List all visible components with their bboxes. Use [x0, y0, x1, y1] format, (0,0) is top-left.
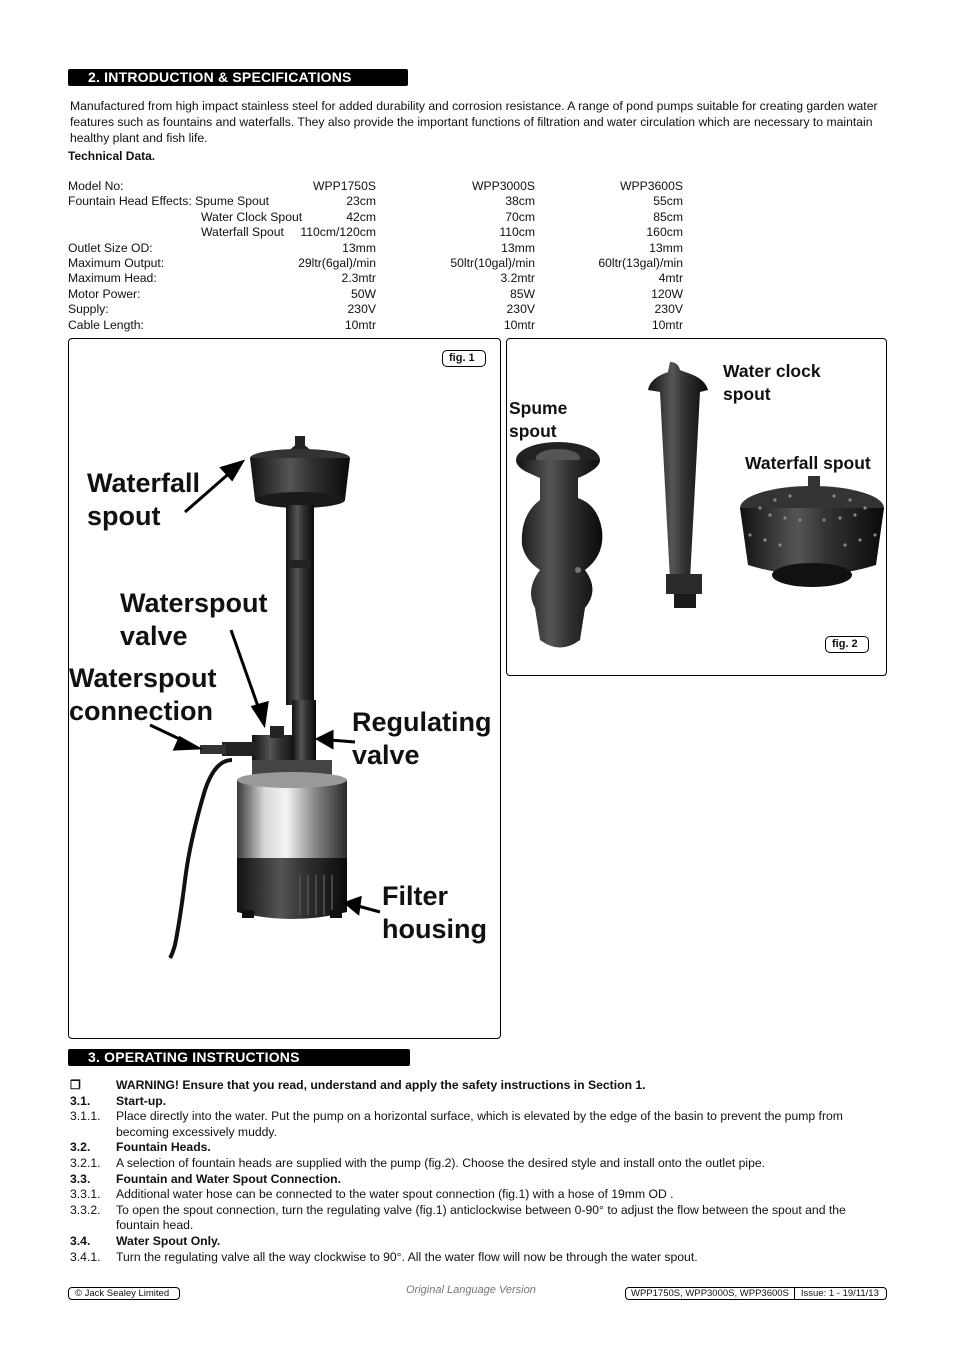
spec-value-row: 110cm — [499, 225, 535, 240]
section-2-header: 2. INTRODUCTION & SPECIFICATIONS — [68, 69, 408, 86]
spec-value-row: 10mtr — [503, 317, 535, 332]
callout-water-clock-spout: Water clock spout — [723, 361, 821, 404]
spec-label-row: Model No: — [68, 179, 124, 193]
instruction-item — [70, 1156, 890, 1172]
spec-label-row: Cable Length: — [68, 317, 144, 332]
instruction-text: Additional water hose can be connected to the water spout connection (fig.1) with a hose of 19mm OD . — [116, 1187, 674, 1202]
instruction-item — [70, 1078, 890, 1094]
section-3-header: 3. OPERATING INSTRUCTIONS — [68, 1049, 410, 1066]
instruction-number: 3.1. — [70, 1093, 91, 1108]
spec-value-row: 230V — [654, 302, 683, 317]
instruction-text: Start-up. — [116, 1093, 167, 1108]
callout-regulating-valve: Regulating valve — [352, 707, 492, 770]
spec-label-row: Supply: — [68, 302, 109, 317]
spec-value-row: 55cm — [653, 194, 683, 209]
spec-value-row: 2.3mtr — [341, 271, 376, 286]
spec-value-row: 13mm — [649, 240, 683, 255]
instruction-text: Water Spout Only. — [116, 1233, 221, 1248]
spec-value-row: 230V — [347, 302, 376, 317]
spec-value-row: 85W — [509, 286, 535, 301]
footer-copyright: © Jack Sealey Limited — [68, 1287, 180, 1300]
callout-spume-spout: Spume spout — [509, 398, 568, 441]
instruction-item — [70, 1187, 890, 1203]
instruction-text: To open the spout connection, turn the regulating valve (fig.1) anticlockwise between 0-90° to adjust the flow between the spout and the fountain head. — [116, 1202, 846, 1233]
water-clock-spout-drawing — [648, 362, 708, 608]
spec-value-row: 13mm — [342, 240, 376, 255]
footer-model-issue — [625, 1287, 887, 1300]
instruction-text: A selection of fountain heads are supplied with the pump (fig.2). Choose the desired style and install onto the outlet pipe. — [116, 1155, 766, 1170]
spec-value-row: WPP1750S — [312, 179, 376, 193]
instruction-number: 3.3. — [70, 1171, 91, 1186]
instruction-item — [70, 1140, 890, 1156]
instruction-item — [70, 1234, 890, 1250]
spec-label-row: Outlet Size OD: — [68, 240, 153, 255]
spec-label-row: Fountain Head Effects: Spume Spout — [68, 194, 269, 209]
intro-paragraph: Manufactured from high impact stainless steel for added durability and corrosion resistance. A range of pond pumps suitable for creating garden water features such as fountains and waterfalls. They also provide the important functions of filtration and water circulation which are necessary to maintain healthy plant and fish life. — [70, 99, 878, 145]
spec-value-row: 70cm — [505, 209, 535, 224]
instruction-number: 3.3.1. — [70, 1187, 101, 1202]
instruction-number: 3.3.2. — [70, 1202, 101, 1217]
spec-value-row: 10mtr — [344, 317, 376, 332]
callout-waterspout-valve: Waterspout valve — [120, 588, 268, 651]
spec-value-row: 110cm/120cm — [300, 225, 376, 240]
instruction-item — [70, 1203, 890, 1234]
instruction-text: Turn the regulating valve all the way clockwise to 90°. All the water flow will now be through the water spout. — [116, 1249, 698, 1264]
callout-waterfall-spout: Waterfall spout — [87, 468, 201, 531]
spec-value-row: 60ltr(13gal)/min — [598, 255, 683, 270]
spec-value-row: 50ltr(10gal)/min — [450, 255, 535, 270]
spec-label-row: Motor Power: — [68, 286, 141, 301]
footer-models: WPP1750S, WPP3000S, WPP3600S — [626, 1288, 795, 1300]
instruction-item — [70, 1109, 890, 1140]
spec-value-row: 160cm — [646, 225, 683, 240]
waterfall-spout-drawing — [740, 476, 884, 587]
spec-value-row: 4mtr — [658, 271, 683, 286]
spume-spout-drawing — [516, 442, 602, 648]
spec-value-row: 85cm — [653, 209, 683, 224]
instruction-item — [70, 1172, 890, 1188]
footer-issue: Issue: 1 - 19/11/13 — [800, 1288, 879, 1299]
instruction-text: Fountain Heads. — [116, 1140, 211, 1155]
spec-value-row: 42cm — [346, 209, 376, 224]
technical-data-title: Technical Data. — [68, 149, 156, 163]
spec-value-row: WPP3600S — [619, 179, 683, 193]
instruction-text: Place directly into the water. Put the pump on a horizontal surface, which is elevated by the edge of the basin to prevent the pump from becoming excessively muddy. — [116, 1109, 843, 1139]
instruction-number: 3.4. — [70, 1233, 91, 1248]
spec-sublabel-row: Water Clock Spout — [201, 209, 303, 224]
fig-1-label: fig. 1 — [442, 350, 486, 367]
spec-value-row: 120W — [651, 286, 683, 301]
callout-filter-housing: Filter housing — [382, 881, 487, 944]
spec-sublabel-row: Waterfall Spout — [201, 225, 284, 240]
instruction-item — [70, 1094, 890, 1110]
spec-value-row: 29ltr(6gal)/min — [298, 255, 376, 270]
spec-value-row: 38cm — [505, 194, 535, 209]
spec-label-row: Maximum Head: — [68, 271, 157, 286]
instruction-number: 3.2.1. — [70, 1155, 101, 1170]
spec-value-row: 50W — [350, 286, 376, 301]
spec-value-row: 23cm — [346, 194, 376, 209]
instruction-number: 3.1.1. — [70, 1109, 101, 1124]
callout-waterspout-connection: Waterspout connection — [69, 663, 217, 726]
callout-waterfall-spout-fig2: Waterfall spout — [745, 453, 871, 473]
instruction-number: 3.2. — [70, 1140, 91, 1155]
footer-language-version: Original Language Version — [406, 1284, 536, 1296]
spec-value-row: 13mm — [501, 240, 535, 255]
spec-value-row: 3.2mtr — [500, 271, 535, 286]
instruction-text: Fountain and Water Spout Connection. — [116, 1171, 341, 1186]
operating-instructions — [70, 1078, 890, 1265]
spec-value-row: WPP3000S — [471, 179, 535, 193]
fig-2-label: fig. 2 — [825, 636, 869, 653]
spec-label-row: Maximum Output: — [68, 255, 165, 270]
instruction-number: 3.4.1. — [70, 1249, 101, 1264]
spec-value-row: 10mtr — [651, 317, 683, 332]
instruction-number: ❐ — [70, 1078, 81, 1092]
spec-value-row: 230V — [506, 302, 535, 317]
instruction-item — [70, 1250, 890, 1266]
instruction-text: WARNING! Ensure that you read, understand and apply the safety instructions in Section 1. — [116, 1078, 646, 1092]
